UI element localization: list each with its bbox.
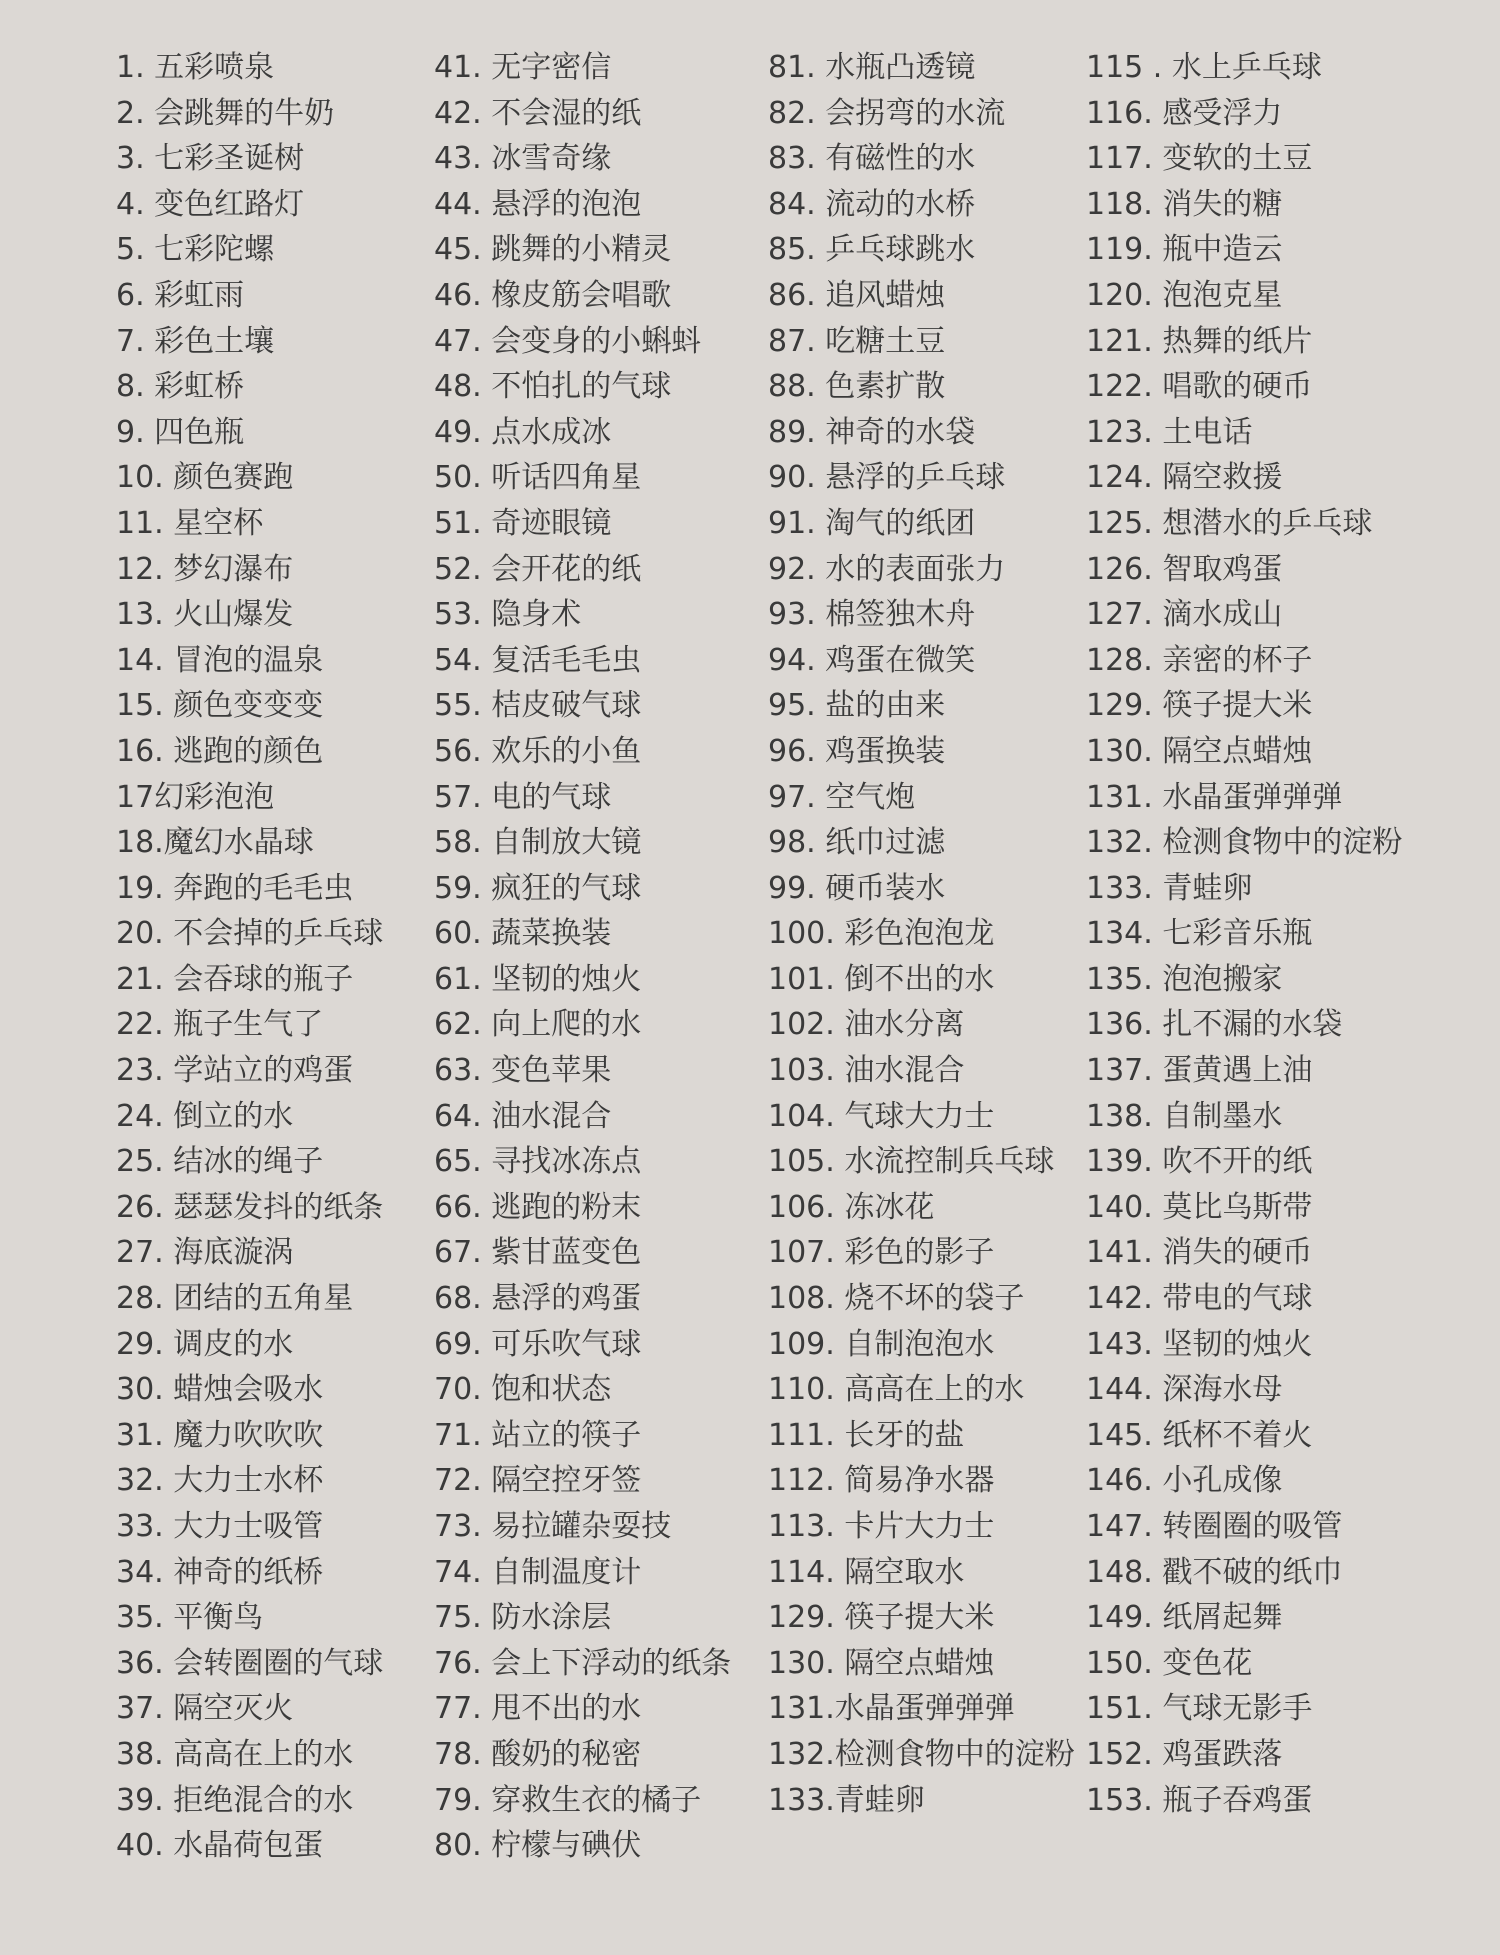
list-item: 84. 流动的水桥 <box>768 186 976 222</box>
list-item: 132.检测食物中的淀粉 <box>768 1736 1075 1772</box>
list-item: 59. 疯狂的气球 <box>434 870 642 906</box>
list-item: 112. 简易净水器 <box>768 1463 995 1499</box>
list-item: 32. 大力士水杯 <box>116 1463 324 1499</box>
list-item: 61. 坚韧的烛火 <box>434 961 642 997</box>
list-item: 66. 逃跑的粉末 <box>434 1189 642 1225</box>
list-item: 149. 纸屑起舞 <box>1086 1600 1283 1636</box>
list-item: 152. 鸡蛋跌落 <box>1086 1736 1283 1772</box>
list-item: 130. 隔空点蜡烛 <box>1086 733 1313 769</box>
list-item: 101. 倒不出的水 <box>768 961 995 997</box>
list-item: 109. 自制泡泡水 <box>768 1326 995 1362</box>
list-item: 124. 隔空救援 <box>1086 460 1283 496</box>
list-item: 120. 泡泡克星 <box>1086 277 1283 313</box>
list-item: 104. 气球大力士 <box>768 1098 995 1134</box>
list-item: 8. 彩虹桥 <box>116 369 245 405</box>
list-item: 85. 乒乓球跳水 <box>768 232 976 268</box>
list-item: 130. 隔空点蜡烛 <box>768 1645 995 1681</box>
list-item: 143. 坚韧的烛火 <box>1086 1326 1313 1362</box>
list-item: 25. 结冰的绳子 <box>116 1144 324 1180</box>
list-item: 16. 逃跑的颜色 <box>116 733 324 769</box>
list-item: 136. 扎不漏的水袋 <box>1086 1007 1343 1043</box>
list-item: 132. 检测食物中的淀粉 <box>1086 825 1403 861</box>
list-item: 9. 四色瓶 <box>116 414 245 450</box>
list-item: 58. 自制放大镜 <box>434 825 642 861</box>
list-item: 114. 隔空取水 <box>768 1554 965 1590</box>
list-item: 70. 饱和状态 <box>434 1372 612 1408</box>
list-item: 75. 防水涂层 <box>434 1600 612 1636</box>
list-item: 91. 淘气的纸团 <box>768 505 976 541</box>
list-item: 2. 会跳舞的牛奶 <box>116 95 335 131</box>
list-item: 17幻彩泡泡 <box>116 779 275 815</box>
list-item: 80. 柠檬与碘伏 <box>434 1828 642 1864</box>
list-item: 23. 学站立的鸡蛋 <box>116 1053 354 1089</box>
list-item: 150. 变色花 <box>1086 1645 1253 1681</box>
list-item: 111. 长牙的盐 <box>768 1417 965 1453</box>
list-item: 127. 滴水成山 <box>1086 597 1283 633</box>
list-item: 68. 悬浮的鸡蛋 <box>434 1281 642 1317</box>
list-item: 113. 卡片大力士 <box>768 1509 995 1544</box>
list-item: 153. 瓶子吞鸡蛋 <box>1086 1782 1313 1818</box>
list-item: 126. 智取鸡蛋 <box>1086 551 1283 587</box>
list-item: 123. 土电话 <box>1086 414 1253 450</box>
list-item: 57. 电的气球 <box>434 779 612 815</box>
list-item: 133. 青蛙卵 <box>1086 870 1253 906</box>
list-item: 79. 穿救生衣的橘子 <box>434 1782 702 1818</box>
list-item: 65. 寻找冰冻点 <box>434 1144 642 1180</box>
list-item: 97. 空气炮 <box>768 779 916 815</box>
list-item: 39. 拒绝混合的水 <box>116 1782 354 1818</box>
list-item: 141. 消失的硬币 <box>1086 1235 1313 1271</box>
list-item: 129. 筷子提大米 <box>1086 688 1313 724</box>
list-item: 144. 深海水母 <box>1086 1372 1283 1408</box>
list-item: 41. 无字密信 <box>434 50 612 85</box>
list-column-3 <box>768 45 1086 1823</box>
list-item: 71. 站立的筷子 <box>434 1417 642 1453</box>
list-item: 151. 气球无影手 <box>1086 1691 1313 1727</box>
list-item: 94. 鸡蛋在微笑 <box>768 642 976 678</box>
list-item: 46. 橡皮筋会唱歌 <box>434 277 672 313</box>
list-item: 99. 硬币装水 <box>768 870 946 906</box>
list-item: 50. 听话四角星 <box>434 460 642 496</box>
list-item: 13. 火山爆发 <box>116 597 294 633</box>
list-item: 53. 隐身术 <box>434 597 582 633</box>
list-item: 72. 隔空控牙签 <box>434 1463 642 1499</box>
list-item: 119. 瓶中造云 <box>1086 232 1283 268</box>
list-item: 67. 紫甘蓝变色 <box>434 1235 642 1271</box>
list-item: 125. 想潜水的乒乓球 <box>1086 505 1373 541</box>
list-item: 147. 转圈圈的吸管 <box>1086 1509 1343 1544</box>
list-item: 24. 倒立的水 <box>116 1098 294 1134</box>
list-item: 128. 亲密的杯子 <box>1086 642 1313 678</box>
list-item: 42. 不会湿的纸 <box>434 95 642 131</box>
list-item: 20. 不会掉的乒乓球 <box>116 916 384 952</box>
list-item: 29. 调皮的水 <box>116 1326 294 1362</box>
list-item: 108. 烧不坏的袋子 <box>768 1281 1025 1317</box>
list-item: 95. 盐的由来 <box>768 688 946 724</box>
list-item: 21. 会吞球的瓶子 <box>116 961 354 997</box>
list-item: 117. 变软的土豆 <box>1086 141 1313 177</box>
list-item: 64. 油水混合 <box>434 1098 612 1134</box>
list-item: 26. 瑟瑟发抖的纸条 <box>116 1189 384 1225</box>
list-item: 140. 莫比乌斯带 <box>1086 1189 1313 1225</box>
list-item: 31. 魔力吹吹吹 <box>116 1417 324 1453</box>
list-item: 37. 隔空灭火 <box>116 1691 294 1727</box>
list-item: 106. 冻冰花 <box>768 1189 935 1225</box>
list-item: 69. 可乐吹气球 <box>434 1326 642 1362</box>
list-item: 14. 冒泡的温泉 <box>116 642 324 678</box>
list-item: 73. 易拉罐杂耍技 <box>434 1509 672 1544</box>
list-item: 77. 甩不出的水 <box>434 1691 642 1727</box>
list-item: 110. 高高在上的水 <box>768 1372 1025 1408</box>
list-item: 11. 星空杯 <box>116 505 264 541</box>
list-column-4 <box>1086 45 1416 1823</box>
list-item: 48. 不怕扎的气球 <box>434 369 672 405</box>
list-item: 82. 会拐弯的水流 <box>768 95 1006 131</box>
list-item: 62. 向上爬的水 <box>434 1007 642 1043</box>
list-item: 55. 桔皮破气球 <box>434 688 642 724</box>
list-item: 81. 水瓶凸透镜 <box>768 50 976 85</box>
list-item: 148. 戳不破的纸巾 <box>1086 1554 1343 1590</box>
list-item: 116. 感受浮力 <box>1086 95 1283 131</box>
list-item: 34. 神奇的纸桥 <box>116 1554 324 1590</box>
list-item: 27. 海底漩涡 <box>116 1235 294 1271</box>
list-item: 5. 七彩陀螺 <box>116 232 275 268</box>
list-item: 105. 水流控制兵乓球 <box>768 1144 1055 1180</box>
list-item: 103. 油水混合 <box>768 1053 965 1089</box>
list-item: 83. 有磁性的水 <box>768 141 976 177</box>
list-item: 28. 团结的五角星 <box>116 1281 354 1317</box>
list-item: 18.魔幻水晶球 <box>116 825 314 861</box>
list-item: 36. 会转圈圈的气球 <box>116 1645 384 1681</box>
list-item: 6. 彩虹雨 <box>116 277 245 313</box>
list-item: 76. 会上下浮动的纸条 <box>434 1645 732 1681</box>
list-item: 74. 自制温度计 <box>434 1554 642 1590</box>
list-item: 19. 奔跑的毛毛虫 <box>116 870 354 906</box>
list-item: 87. 吃糖土豆 <box>768 323 946 359</box>
list-item: 142. 带电的气球 <box>1086 1281 1313 1317</box>
list-item: 30. 蜡烛会吸水 <box>116 1372 324 1408</box>
list-item: 10. 颜色赛跑 <box>116 460 294 496</box>
list-item: 131. 水晶蛋弹弹弹 <box>1086 779 1343 815</box>
list-item: 145. 纸杯不着火 <box>1086 1417 1313 1453</box>
list-item: 146. 小孔成像 <box>1086 1463 1283 1499</box>
list-item: 137. 蛋黄遇上油 <box>1086 1053 1313 1089</box>
list-item: 60. 蔬菜换装 <box>434 916 612 952</box>
list-item: 35. 平衡鸟 <box>116 1600 264 1636</box>
list-item: 12. 梦幻瀑布 <box>116 551 294 587</box>
list-item: 89. 神奇的水袋 <box>768 414 976 450</box>
list-item: 118. 消失的糖 <box>1086 186 1283 222</box>
list-item: 45. 跳舞的小精灵 <box>434 232 672 268</box>
list-item: 78. 酸奶的秘密 <box>434 1736 642 1772</box>
list-item: 122. 唱歌的硬币 <box>1086 369 1313 405</box>
list-item: 88. 色素扩散 <box>768 369 946 405</box>
list-item: 96. 鸡蛋换装 <box>768 733 946 769</box>
list-item: 133.青蛙卵 <box>768 1782 925 1818</box>
list-item: 38. 高高在上的水 <box>116 1736 354 1772</box>
list-item: 56. 欢乐的小鱼 <box>434 733 642 769</box>
list-column-1 <box>116 45 426 1869</box>
list-item: 63. 变色苹果 <box>434 1053 612 1089</box>
list-item: 54. 复活毛毛虫 <box>434 642 642 678</box>
list-column-2 <box>434 45 764 1869</box>
list-item: 115 . 水上乒乓球 <box>1086 50 1322 85</box>
list-item: 86. 追风蜡烛 <box>768 277 946 313</box>
list-item: 47. 会变身的小蝌蚪 <box>434 323 702 359</box>
list-item: 52. 会开花的纸 <box>434 551 642 587</box>
list-item: 4. 变色红路灯 <box>116 186 305 222</box>
list-item: 135. 泡泡搬家 <box>1086 961 1283 997</box>
list-item: 49. 点水成冰 <box>434 414 612 450</box>
list-item: 129. 筷子提大米 <box>768 1600 995 1636</box>
list-item: 3. 七彩圣诞树 <box>116 141 305 177</box>
list-item: 15. 颜色变变变 <box>116 688 324 724</box>
list-item: 44. 悬浮的泡泡 <box>434 186 642 222</box>
list-item: 138. 自制墨水 <box>1086 1098 1283 1134</box>
list-item: 139. 吹不开的纸 <box>1086 1144 1313 1180</box>
list-item: 43. 冰雪奇缘 <box>434 141 612 177</box>
list-item: 90. 悬浮的乒乓球 <box>768 460 1006 496</box>
list-item: 7. 彩色土壤 <box>116 323 275 359</box>
list-item: 92. 水的表面张力 <box>768 551 1006 587</box>
list-item: 134. 七彩音乐瓶 <box>1086 916 1313 952</box>
list-item: 93. 棉签独木舟 <box>768 597 976 633</box>
list-item: 22. 瓶子生气了 <box>116 1007 324 1043</box>
list-item: 121. 热舞的纸片 <box>1086 323 1313 359</box>
list-item: 98. 纸巾过滤 <box>768 825 946 861</box>
list-item: 33. 大力士吸管 <box>116 1509 324 1544</box>
list-item: 40. 水晶荷包蛋 <box>116 1828 324 1864</box>
list-item: 107. 彩色的影子 <box>768 1235 995 1271</box>
list-item: 100. 彩色泡泡龙 <box>768 916 995 952</box>
list-item: 131.水晶蛋弹弹弹 <box>768 1691 1015 1727</box>
list-item: 102. 油水分离 <box>768 1007 965 1043</box>
list-item: 1. 五彩喷泉 <box>116 50 275 85</box>
list-item: 51. 奇迹眼镜 <box>434 505 612 541</box>
